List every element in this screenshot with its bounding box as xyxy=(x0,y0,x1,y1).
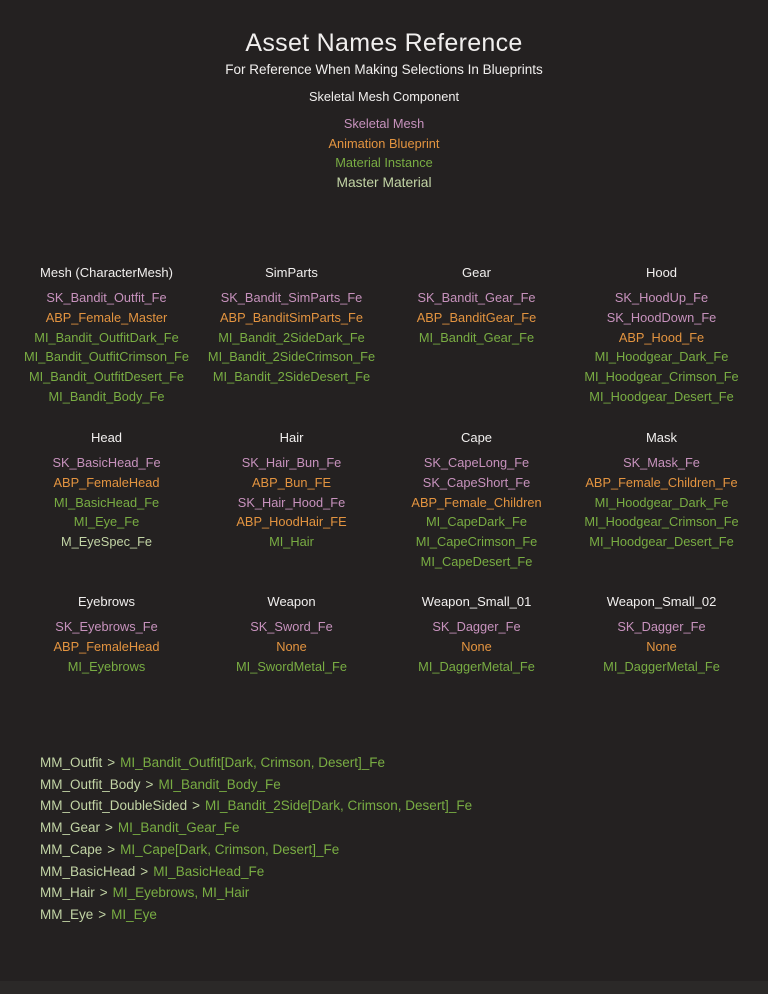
mapping-row xyxy=(40,752,472,774)
mapping-target: MI_Cape[Dark, Crimson, Desert]_Fe xyxy=(120,841,340,857)
asset-name: SK_Hair_Bun_Fe xyxy=(241,455,342,470)
asset-name: ABP_FemaleHead xyxy=(53,638,160,654)
asset-group xyxy=(14,428,199,552)
asset-group xyxy=(14,263,199,407)
asset-group xyxy=(199,592,384,676)
mapping-source: MM_Gear xyxy=(40,820,101,836)
mapping-row xyxy=(40,861,472,883)
mapping-row xyxy=(40,839,472,861)
mapping-source: MM_Hair xyxy=(40,885,95,901)
mapping-target: MI_Eyebrows, MI_Hair xyxy=(112,885,250,901)
legend xyxy=(0,89,768,193)
group-title: Hair xyxy=(279,430,304,445)
group-items xyxy=(199,453,384,552)
group-title: Head xyxy=(90,430,123,445)
mapping-target: MI_BasicHead_Fe xyxy=(153,863,265,879)
group-items xyxy=(199,617,384,676)
group-title: SimParts xyxy=(265,265,318,280)
mapping-target: MI_Bandit_Body_Fe xyxy=(158,776,281,792)
asset-name: None xyxy=(646,638,677,654)
mapping-source: MM_BasicHead xyxy=(40,863,136,879)
asset-name: MI_Hoodgear_Dark_Fe xyxy=(594,349,729,365)
asset-name: SK_CapeLong_Fe xyxy=(423,455,530,470)
asset-name: MI_Bandit_2SideDark_Fe xyxy=(218,329,365,345)
asset-name: MI_Eye_Fe xyxy=(73,514,140,530)
asset-name: MI_SwordMetal_Fe xyxy=(236,658,347,674)
asset-name: ABP_Bun_FE xyxy=(252,474,331,490)
asset-name: MI_CapeDark_Fe xyxy=(426,514,527,530)
group-title: Mask xyxy=(645,430,678,445)
mapping-row xyxy=(40,882,472,904)
footer-strip xyxy=(0,981,768,994)
asset-name: SK_Bandit_SimParts_Fe xyxy=(220,290,363,305)
group-items xyxy=(569,617,754,676)
page-title: Asset Names Reference xyxy=(245,29,523,57)
group-items xyxy=(14,453,199,552)
group-title: Weapon xyxy=(267,594,316,609)
asset-groups-grid xyxy=(0,263,768,676)
asset-name: ABP_Hood_Fe xyxy=(618,329,705,345)
mapping-target: MI_Bandit_Gear_Fe xyxy=(117,820,240,836)
asset-name: MI_Eyebrows xyxy=(67,658,146,674)
mapping-separator: > xyxy=(98,906,107,922)
asset-name: MI_Hoodgear_Desert_Fe xyxy=(589,388,734,404)
asset-name: None xyxy=(461,638,492,654)
asset-name: MI_Hair xyxy=(269,534,314,550)
mapping-separator: > xyxy=(105,820,113,836)
asset-name: MI_CapeDesert_Fe xyxy=(420,553,533,569)
asset-group xyxy=(199,428,384,552)
group-title: Weapon_Small_02 xyxy=(606,594,717,609)
mapping-separator: > xyxy=(140,863,149,879)
asset-name: SK_Dagger_Fe xyxy=(617,619,706,634)
asset-name: MI_Hoodgear_Desert_Fe xyxy=(589,534,734,550)
group-title: Gear xyxy=(462,265,491,280)
mapping-source: MM_Outfit_DoubleSided xyxy=(40,798,188,814)
mapping-row xyxy=(40,795,472,817)
asset-name: None xyxy=(276,638,307,654)
asset-name: SK_HoodUp_Fe xyxy=(614,290,709,305)
asset-name: ABP_HoodHair_FE xyxy=(236,514,347,530)
asset-name: SK_Mask_Fe xyxy=(623,455,700,470)
asset-group xyxy=(569,428,754,552)
legend-header: Skeletal Mesh Component xyxy=(308,89,460,104)
mapping-row xyxy=(40,817,472,839)
mapping-row xyxy=(40,904,472,926)
asset-name: SK_HoodDown_Fe xyxy=(606,309,717,325)
mapping-source: MM_Outfit_Body xyxy=(40,776,141,792)
mapping-separator: > xyxy=(145,776,154,792)
asset-name: MI_Bandit_2SideDesert_Fe xyxy=(212,369,371,385)
mapping-target: MI_Eye xyxy=(111,906,157,922)
asset-name: MI_Bandit_OutfitDesert_Fe xyxy=(28,369,185,385)
page-subtitle: For Reference When Making Selections In Blueprints xyxy=(225,62,543,77)
asset-name: ABP_Female_Master xyxy=(45,309,168,325)
asset-name: SK_BasicHead_Fe xyxy=(52,455,161,470)
master-material-mappings xyxy=(40,752,472,926)
group-items xyxy=(14,288,199,407)
mapping-source: MM_Cape xyxy=(40,841,103,857)
mapping-separator: > xyxy=(192,798,200,814)
asset-name: MI_DaggerMetal_Fe xyxy=(603,658,720,674)
asset-name: MI_Hoodgear_Crimson_Fe xyxy=(584,369,739,385)
asset-name: ABP_FemaleHead xyxy=(53,474,160,490)
asset-name: MI_Bandit_Body_Fe xyxy=(48,388,165,404)
asset-name: ABP_Female_Children xyxy=(411,494,542,510)
group-items xyxy=(569,288,754,407)
asset-name: MI_Bandit_Gear_Fe xyxy=(418,329,535,345)
asset-group xyxy=(199,263,384,387)
mapping-target: MI_Bandit_2Side[Dark, Crimson, Desert]_Fe xyxy=(204,798,473,814)
group-items xyxy=(199,288,384,387)
asset-name: ABP_BanditGear_Fe xyxy=(416,309,537,325)
legend-item-mm: Master Material xyxy=(336,174,432,190)
asset-group xyxy=(384,428,569,572)
asset-name: MI_DaggerMetal_Fe xyxy=(418,658,535,674)
legend-items xyxy=(0,114,768,193)
legend-item-mi: Material Instance xyxy=(335,155,433,170)
asset-name: MI_Hoodgear_Dark_Fe xyxy=(594,494,729,510)
asset-group xyxy=(14,592,199,676)
group-items xyxy=(384,617,569,676)
asset-group xyxy=(569,592,754,676)
asset-name: SK_Eyebrows_Fe xyxy=(55,619,158,634)
mapping-row xyxy=(40,774,472,796)
group-items xyxy=(384,453,569,572)
mapping-source: MM_Eye xyxy=(40,906,94,922)
asset-name: SK_Hair_Hood_Fe xyxy=(237,494,346,510)
asset-name: SK_Bandit_Outfit_Fe xyxy=(46,290,167,305)
asset-name: MI_Bandit_OutfitDark_Fe xyxy=(34,329,179,345)
asset-name: ABP_BanditSimParts_Fe xyxy=(220,309,363,325)
asset-name: MI_Hoodgear_Crimson_Fe xyxy=(584,514,739,530)
mapping-separator: > xyxy=(107,841,116,857)
mapping-target: MI_Bandit_Outfit[Dark, Crimson, Desert]_Fe xyxy=(120,755,385,770)
asset-group xyxy=(384,592,569,676)
group-items xyxy=(14,617,199,676)
mapping-source: MM_Outfit xyxy=(40,755,103,770)
group-title: Hood xyxy=(645,265,678,280)
asset-name: MI_Bandit_2SideCrimson_Fe xyxy=(207,349,376,365)
group-title: Cape xyxy=(460,430,493,445)
asset-name: SK_Sword_Fe xyxy=(250,619,333,634)
asset-name: SK_Bandit_Gear_Fe xyxy=(417,290,536,305)
asset-group xyxy=(569,263,754,407)
legend-item-sk: Skeletal Mesh xyxy=(343,116,425,131)
group-title: Eyebrows xyxy=(77,594,136,609)
legend-item-abp: Animation Blueprint xyxy=(328,135,440,151)
asset-name: MI_BasicHead_Fe xyxy=(53,494,160,510)
group-items xyxy=(384,288,569,347)
asset-name: MI_CapeCrimson_Fe xyxy=(415,534,538,550)
group-title: Mesh (CharacterMesh) xyxy=(40,265,173,280)
asset-name: SK_Dagger_Fe xyxy=(432,619,521,634)
asset-name: MI_Bandit_OutfitCrimson_Fe xyxy=(23,349,189,365)
asset-group xyxy=(384,263,569,347)
mapping-separator: > xyxy=(99,885,108,901)
group-title: Weapon_Small_01 xyxy=(421,594,532,609)
asset-name: M_EyeSpec_Fe xyxy=(60,534,153,550)
group-items xyxy=(569,453,754,552)
mapping-separator: > xyxy=(107,755,116,770)
asset-name: ABP_Female_Children_Fe xyxy=(585,474,738,490)
asset-name: SK_CapeShort_Fe xyxy=(422,474,531,490)
